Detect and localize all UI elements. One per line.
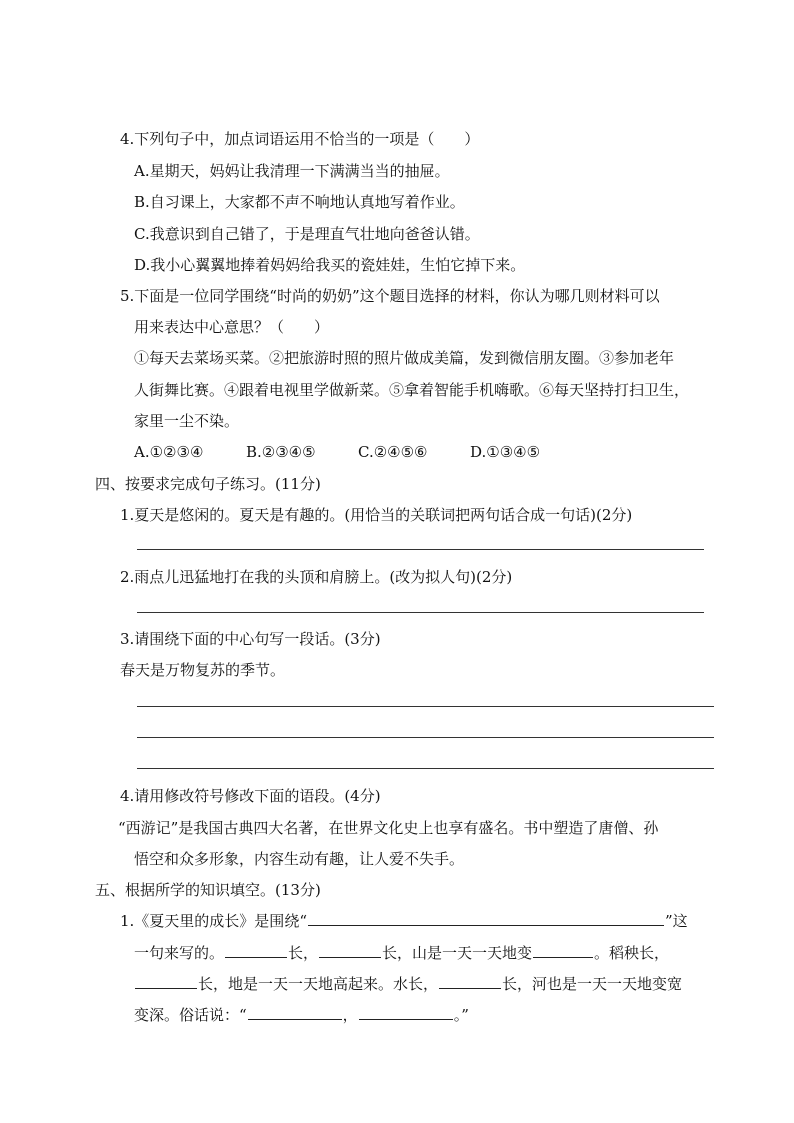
fill-blank[interactable] (135, 974, 197, 989)
fill-blank[interactable] (225, 943, 287, 958)
question-4-option-d: D.我小心翼翼地捧着妈妈给我买的瓷娃娃，生怕它掉下来。 (134, 256, 526, 274)
answer-line (137, 706, 714, 707)
fill-text: ”这 (664, 912, 688, 930)
fill-in-line-1 (120, 911, 688, 931)
question-4-stem: 4.下列句子中，加点词语运用不恰当的一项是（ ） (120, 130, 480, 148)
question-5-stem-continued: 用来表达中心意思？（ ） (134, 318, 330, 336)
section-4-title: 四、按要求完成句子练习。(11分) (95, 475, 321, 493)
question-5-option-a: A.①②③④ (134, 443, 204, 461)
section-4-question-1: 1.夏天是悠闲的。夏天是有趣的。(用恰当的关联词把两句话合成一句话)(2分) (120, 506, 633, 524)
answer-line (137, 768, 714, 769)
section-4-question-3: 3.请围绕下面的中心句写一段话。(3分) (120, 630, 381, 648)
fill-in-line-3 (134, 974, 682, 994)
section-4-question-4: 4.请用修改符号修改下面的语段。(4分) (120, 787, 381, 805)
fill-text: 长，河也是一天一天地变宽 (502, 975, 683, 993)
answer-line (137, 737, 714, 738)
question-5-option-d: D.①③④⑤ (470, 443, 541, 461)
fill-in-line-4 (134, 1005, 469, 1025)
question-5-options (134, 442, 540, 462)
section-5-title: 五、根据所学的知识填空。(13分) (95, 881, 321, 899)
question-4-option-b: B.自习课上，大家都不声不响地认真地写着作业。 (134, 193, 465, 211)
fill-text: 长，山是一天一天地变 (382, 944, 533, 962)
passage-text: 悟空和众多形象，内容生动有趣，让人爱不失手。 (134, 850, 465, 868)
fill-blank[interactable] (359, 1005, 453, 1020)
answer-line (137, 549, 704, 550)
fill-text: 长， (288, 944, 319, 962)
question-5-stem: 5.下面是一位同学围绕“时尚的奶奶”这个题目选择的材料，你认为哪几则材料可以 (120, 287, 660, 305)
fill-text: 变深。俗话说：“ (134, 1006, 247, 1024)
fill-blank[interactable] (248, 1005, 342, 1020)
fill-text: ， (342, 1006, 358, 1024)
question-4-option-c: C.我意识到自己错了，于是理直气壮地向爸爸认错。 (134, 225, 480, 243)
fill-text: 长，地是一天一天地高起来。水长， (198, 975, 439, 993)
question-4-option-a: A.星期天，妈妈让我清理一下满满当当的抽屉。 (134, 162, 450, 180)
fill-blank[interactable] (439, 974, 501, 989)
fill-in-line-2 (134, 943, 669, 963)
question-5-material: 人街舞比赛。④跟着电视里学做新菜。⑤拿着智能手机嗨歌。⑥每天坚持打扫卫生， (134, 381, 690, 399)
fill-text: 1.《夏天里的成长》是围绕“ (120, 912, 307, 930)
question-5-material: 家里一尘不染。 (134, 412, 240, 430)
question-5-material: ①每天去菜场买菜。②把旅游时照的照片做成美篇，发到微信朋友圈。③参加老年 (134, 349, 675, 367)
fill-text: 。” (453, 1006, 469, 1024)
answer-line (137, 612, 704, 613)
fill-blank[interactable] (533, 943, 593, 958)
section-4-question-2: 2.雨点儿迅猛地打在我的头顶和肩膀上。(改为拟人句)(2分) (120, 568, 513, 586)
question-5-option-b: B.②③④⑤ (246, 443, 316, 461)
fill-blank[interactable] (319, 943, 381, 958)
fill-blank[interactable] (308, 911, 664, 926)
passage-text: “西游记”是我国古典四大名著，在世界文化史上也享有盛名。书中塑造了唐僧、孙 (118, 819, 659, 837)
fill-text: 。稻秧长， (594, 944, 670, 962)
fill-text: 一句来写的。 (134, 944, 225, 962)
question-5-option-c: C.②④⑤⑥ (358, 443, 428, 461)
central-sentence: 春天是万物复苏的季节。 (120, 661, 286, 679)
